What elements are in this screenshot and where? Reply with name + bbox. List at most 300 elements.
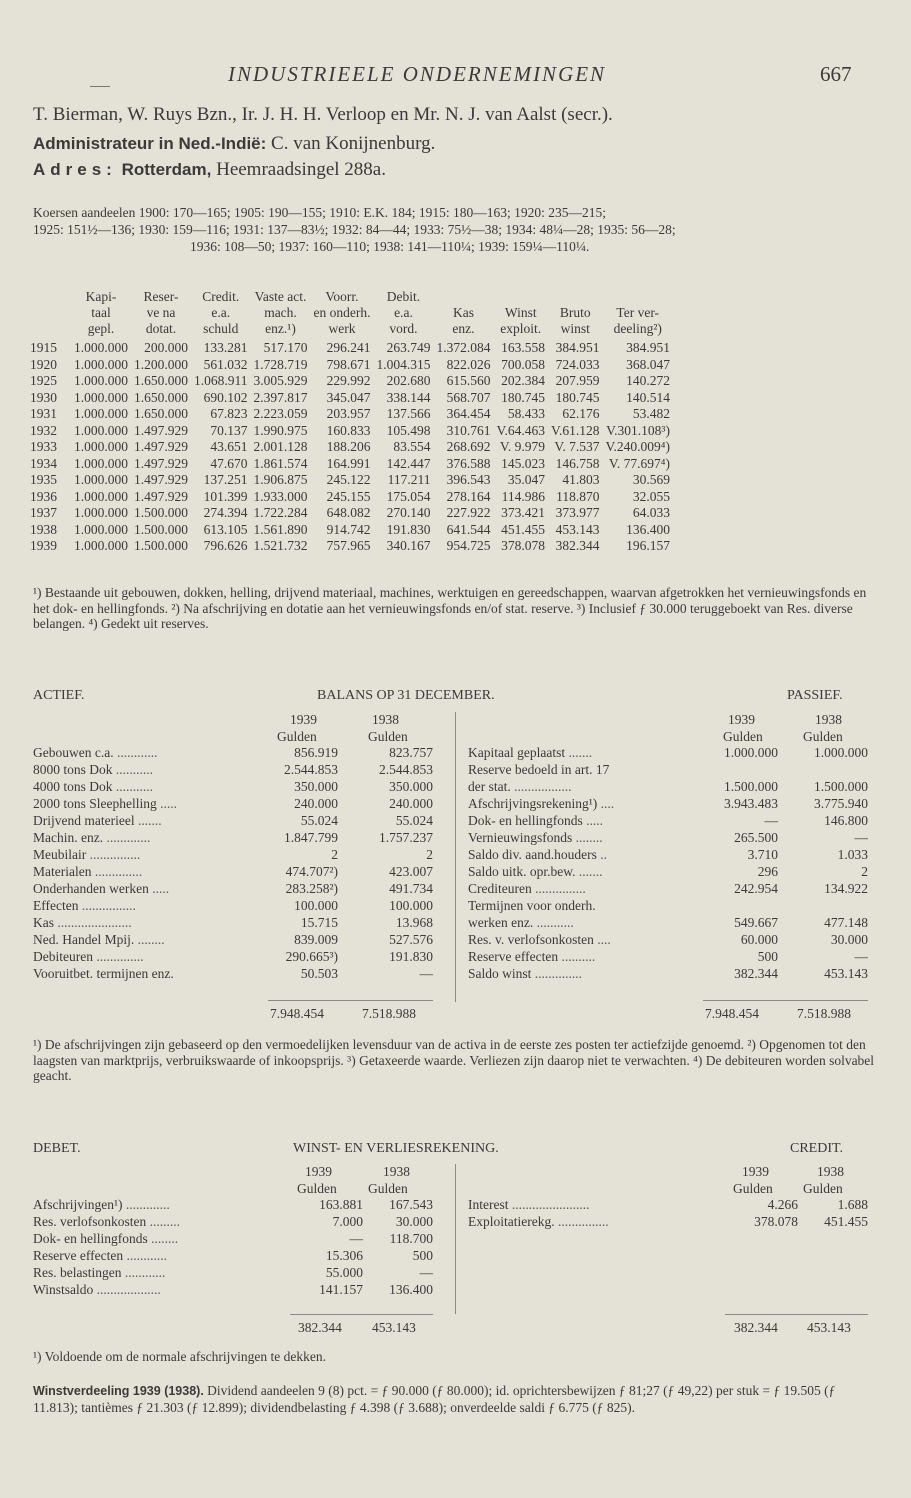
passief-label-text: werken enz.: [468, 915, 534, 930]
value-cell: 700.058: [501, 356, 545, 372]
year-cell: 1932: [30, 422, 57, 438]
year-cell: 1937: [30, 505, 57, 520]
actief-label: [33, 931, 251, 948]
value-cell: 954.725: [446, 538, 491, 553]
passief-value-1939: 1.000.000: [724, 745, 778, 760]
table-row: [30, 390, 673, 407]
passief-value-1939: 3.710: [747, 847, 778, 862]
value-cell: 373.421: [501, 505, 545, 520]
actief-label-text: Drijvend materieel: [33, 813, 135, 828]
value-cell: 453.143: [555, 521, 600, 537]
passief-leader-dots: ........: [572, 830, 603, 845]
year-cell: 1935: [30, 472, 57, 487]
value-cell: 64.033: [632, 505, 670, 520]
column-header: enz.: [452, 321, 475, 336]
value-cell: 245.155: [326, 488, 371, 504]
value-cell: V.301.108³): [606, 422, 670, 438]
debet-label: [33, 1247, 303, 1264]
passief-leader-dots: .......: [575, 864, 603, 879]
value-cell: 117.211: [387, 472, 431, 487]
balance-total-1939-right: 7.948.454: [705, 1006, 759, 1021]
actief-value-1939: 283.258²): [285, 881, 338, 896]
passief-value-1939: [668, 897, 778, 914]
year-cell: 1930: [30, 389, 57, 405]
year-cell: 1920: [30, 356, 57, 372]
debet-label-text: Winstsaldo: [33, 1282, 94, 1297]
actief-value-1939: 240.000: [294, 796, 338, 811]
actief-value-1939: 350.000: [294, 779, 338, 794]
actief-value-1938: 491.734: [389, 881, 433, 896]
balance-passief-table: [468, 744, 868, 982]
passief-value-1939: 242.954: [734, 881, 778, 896]
value-cell: 207.959: [555, 373, 600, 388]
value-cell: 1.933.000: [253, 488, 308, 504]
column-header: gepl.: [87, 321, 115, 336]
column-header: mach.: [264, 305, 297, 320]
debet-row: [33, 1230, 433, 1247]
passief-leader-dots: ...........: [533, 915, 574, 930]
debet-value-1938: 136.400: [389, 1282, 433, 1297]
column-header: dotat.: [145, 321, 177, 336]
actief-value-1938: —: [419, 966, 433, 981]
value-cell: 615.560: [446, 373, 491, 388]
passief-row: [468, 914, 868, 931]
column-header: vord.: [389, 321, 418, 336]
balance-passief-label: PASSIEF.: [787, 688, 843, 703]
actief-label-text: Materialen: [33, 864, 92, 879]
passief-row: [468, 846, 868, 863]
page-number: 667: [820, 62, 852, 86]
value-cell: 140.514: [626, 389, 670, 405]
passief-label: [468, 795, 668, 812]
column-header: [603, 289, 673, 305]
credit-leader-dots: ...............: [554, 1214, 609, 1229]
actief-value-1939: 55.024: [300, 813, 338, 828]
value-cell: 202.680: [386, 373, 431, 388]
column-header: [548, 289, 603, 305]
debet-label-text: Dok- en hellingfonds: [33, 1231, 148, 1246]
column-header: exploit.: [500, 321, 542, 336]
passief-leader-dots: ...............: [531, 881, 586, 896]
pl-debet-table: [33, 1196, 433, 1298]
passief-value-1938: 30.000: [830, 932, 868, 947]
value-cell: 310.761: [446, 422, 491, 438]
column-header: en onderh.: [313, 305, 371, 320]
passief-row: [468, 829, 868, 846]
debet-label-text: Afschrijvingen¹): [33, 1197, 123, 1212]
value-cell: 191.830: [386, 521, 431, 537]
column-header: [30, 305, 71, 321]
debet-row: [33, 1247, 433, 1264]
credit-label: [468, 1213, 738, 1230]
value-cell: 1.004.315: [376, 356, 431, 372]
value-cell: 83.554: [393, 439, 431, 454]
passief-label-text: Crediteuren: [468, 881, 532, 896]
actief-value-1938: 55.024: [395, 813, 433, 828]
year-cell: 1938: [30, 521, 57, 537]
debet-label: [33, 1230, 303, 1247]
value-cell: 1.000.000: [74, 373, 128, 388]
pl-total-1939-right: 382.344: [734, 1320, 778, 1335]
pl-credit-label: CREDIT.: [790, 1141, 844, 1156]
passief-value-1938: [778, 897, 868, 914]
value-cell: 757.965: [326, 538, 371, 553]
passief-value-1939: [668, 761, 778, 778]
actief-row: [33, 914, 433, 931]
value-cell: 53.482: [632, 406, 670, 421]
passief-value-1939: 60.000: [740, 932, 778, 947]
value-cell: 1.650.000: [134, 373, 188, 388]
column-header: Kapi-: [85, 289, 117, 304]
value-cell: 1.500.000: [134, 538, 188, 553]
passief-label-text: Vernieuwingsfonds: [468, 830, 573, 845]
table-row: [30, 340, 673, 357]
passief-label-text: Saldo div. aand.houders: [468, 847, 597, 862]
passief-value-1938: 1.500.000: [814, 779, 868, 794]
value-cell: 561.032: [203, 356, 248, 372]
passief-value-1938: —: [854, 830, 868, 845]
value-cell: 1.861.574: [253, 455, 308, 471]
passief-value-1938: 2: [861, 864, 868, 879]
passief-value-1938: 1.000.000: [814, 745, 868, 760]
actief-leader-dots: ..............: [91, 864, 143, 879]
value-cell: 1.372.084: [436, 340, 491, 355]
value-cell: 340.167: [386, 538, 431, 553]
column-header: taal: [91, 305, 111, 320]
passief-label-text: Reserve bedoeld in art. 17: [468, 762, 610, 777]
actief-value-1939: 1.847.799: [284, 830, 338, 845]
credit-value-1939: 4.266: [767, 1197, 798, 1212]
administrator-label: Administrateur in Ned.-Indië:: [33, 134, 267, 153]
actief-label-text: Ned. Handel Mpij.: [33, 932, 135, 947]
value-cell: 373.977: [555, 505, 600, 520]
actief-label-text: Meubilair: [33, 847, 87, 862]
value-cell: 1.728.719: [253, 356, 308, 372]
year-cell: 1931: [30, 406, 57, 421]
value-cell: 613.105: [203, 521, 248, 537]
passief-value-1939: 382.344: [734, 966, 778, 981]
actief-label: [33, 863, 251, 880]
value-cell: V. 7.537: [554, 439, 600, 454]
credit-leader-dots: .......................: [508, 1197, 590, 1212]
value-cell: 1.497.929: [134, 439, 188, 454]
balance-unit-right-2: Gulden: [803, 729, 843, 744]
passief-value-1938: [778, 761, 868, 778]
profit-distribution-text: Dividend aandeelen 9 (8) pct. = ƒ 90.000 (ƒ 80.000); id. oprichtersbewijzen ƒ 81;27 (ƒ 49,22) per stuk = ƒ 19.505 (ƒ 11.813); tantièmes ƒ 21.303 (ƒ 12.899); dividendbelasting ƒ 4.398 (ƒ 3.688); onverdeelde saldi ƒ 6.775 (ƒ 825).: [33, 1383, 836, 1415]
actief-label: [33, 812, 251, 829]
value-cell: V. 77.697⁴): [608, 455, 670, 471]
actief-leader-dots: .............: [103, 830, 151, 845]
pl-year-1939-right: 1939: [742, 1164, 769, 1179]
value-cell: 1.650.000: [134, 389, 188, 405]
value-cell: 345.047: [326, 389, 371, 405]
debet-value-1939: 7.000: [332, 1214, 363, 1229]
actief-row: [33, 846, 433, 863]
balance-footnote: ¹) De afschrijvingen zijn gebaseerd op den vermoedelijken levensduur van de activa in de eerste zes posten ter actiefzijde genoemd. ²) Opgenomen tot den laagsten van marktprijs, verbruikswaarde of inkoopsprijs. ³) Getaxeerde waarde. Verliezen zijn daarop niet te verwachten. ⁴) De debiteuren worden solvabel geacht.: [33, 1037, 875, 1083]
actief-leader-dots: .....: [148, 881, 170, 896]
pl-title: WINST- EN VERLIESREKENING.: [293, 1141, 499, 1156]
balance-divider: [455, 712, 456, 1002]
value-cell: 47.670: [210, 455, 248, 471]
debet-value-1938: 118.700: [389, 1231, 433, 1246]
pl-footnote: ¹) Voldoende om de normale afschrijvingen te dekken.: [33, 1349, 326, 1364]
value-cell: 296.241: [326, 340, 371, 355]
passief-row: [468, 863, 868, 880]
actief-value-1938: 100.000: [389, 898, 433, 913]
value-cell: V.240.009⁴): [605, 439, 670, 454]
balance-total-1938-left: 7.518.988: [362, 1006, 416, 1021]
value-cell: 133.281: [203, 340, 248, 355]
passief-leader-dots: ....: [593, 932, 611, 947]
debet-value-1938: —: [419, 1265, 433, 1280]
actief-label-text: Debiteuren: [33, 949, 93, 964]
value-cell: 1.000.000: [74, 488, 128, 504]
value-cell: 70.137: [210, 422, 248, 438]
year-cell: 1939: [30, 538, 57, 553]
debet-value-1938: 30.000: [395, 1214, 433, 1229]
value-cell: 43.651: [210, 439, 248, 454]
passief-leader-dots: .......: [565, 745, 593, 760]
passief-leader-dots: ..: [596, 847, 607, 862]
debet-label-text: Res. belastingen: [33, 1265, 122, 1280]
passief-label: [468, 829, 668, 846]
value-cell: 1.000.000: [74, 389, 128, 405]
actief-label: [33, 914, 251, 931]
value-cell: 105.498: [386, 422, 431, 438]
value-cell: 1.000.000: [74, 505, 128, 520]
balance-year-1939-left: 1939: [290, 712, 317, 727]
debet-value-1938: 500: [412, 1248, 433, 1263]
table-row: [30, 505, 673, 522]
value-cell: 142.447: [386, 455, 431, 471]
debet-row: [33, 1264, 433, 1281]
actief-label: [33, 829, 251, 846]
value-cell: 1.650.000: [134, 406, 188, 421]
balance-year-1938-right: 1938: [815, 712, 842, 727]
passief-label: [468, 880, 668, 897]
value-cell: 451.455: [501, 521, 545, 537]
value-cell: 384.951: [555, 340, 600, 355]
actief-value-1938: 350.000: [389, 779, 433, 794]
actief-value-1938: 240.000: [389, 796, 433, 811]
value-cell: 641.544: [446, 521, 491, 537]
actief-row: [33, 761, 433, 778]
value-cell: 146.758: [555, 455, 600, 471]
value-cell: 35.047: [507, 472, 545, 487]
table-row: [30, 373, 673, 390]
actief-leader-dots: ..............: [92, 949, 144, 964]
address-label: Adres:: [33, 160, 117, 179]
credit-value-1938: 451.455: [824, 1214, 868, 1229]
value-cell: 160.833: [326, 422, 371, 438]
value-cell: 58.433: [507, 406, 545, 421]
value-cell: 1.000.000: [74, 472, 128, 487]
actief-leader-dots: ............: [113, 745, 158, 760]
table-header-row: [30, 305, 673, 321]
value-cell: 268.692: [446, 439, 491, 454]
actief-label-text: 2000 tons Sleephelling: [33, 796, 157, 811]
column-header: Reser-: [143, 289, 179, 304]
value-cell: 278.164: [446, 488, 491, 504]
value-cell: 136.400: [626, 521, 670, 537]
board-members-line: T. Bierman, W. Ruys Bzn., Ir. J. H. H. Verloop en Mr. N. J. van Aalst (secr.).: [33, 104, 613, 125]
actief-value-1938: 423.007: [389, 864, 433, 879]
value-cell: 180.745: [555, 389, 600, 405]
actief-leader-dots: ................: [78, 898, 136, 913]
column-header: [493, 289, 548, 305]
passief-label: [468, 897, 668, 914]
pl-unit-left-1: Gulden: [297, 1181, 337, 1196]
actief-label-text: 8000 tons Dok: [33, 762, 113, 777]
value-cell: 274.394: [203, 505, 248, 520]
passief-label: [468, 744, 668, 761]
actief-label: [33, 778, 251, 795]
actief-row: [33, 880, 433, 897]
balance-title: BALANS OP 31 DECEMBER.: [317, 688, 495, 703]
debet-value-1939: 141.157: [319, 1282, 363, 1297]
column-header: Debit.: [386, 289, 421, 304]
passief-row: [468, 880, 868, 897]
actief-row: [33, 795, 433, 812]
value-cell: 378.078: [501, 538, 545, 553]
actief-label-text: 4000 tons Dok: [33, 779, 113, 794]
passief-label-text: Dok- en hellingfonds: [468, 813, 583, 828]
passief-leader-dots: .....: [582, 813, 603, 828]
actief-leader-dots: ......................: [54, 915, 132, 930]
passief-row: [468, 931, 868, 948]
balance-total-1939-left: 7.948.454: [270, 1006, 324, 1021]
debet-label-text: Res. verlofsonkosten: [33, 1214, 147, 1229]
value-cell: 796.626: [203, 538, 248, 553]
balance-unit-left-2: Gulden: [368, 729, 408, 744]
address-value: Heemraadsingel 288a.: [216, 159, 386, 180]
value-cell: 690.102: [203, 389, 248, 405]
value-cell: 1.000.000: [74, 340, 128, 355]
table-row: [30, 439, 673, 456]
value-cell: 368.047: [626, 356, 670, 372]
year-cell: 1915: [30, 340, 57, 355]
column-header: winst: [560, 321, 590, 336]
pl-unit-left-2: Gulden: [368, 1181, 408, 1196]
column-header: schuld: [203, 321, 239, 336]
column-header: Bruto: [559, 305, 591, 320]
actief-value-1938: 13.968: [395, 915, 433, 930]
debet-label: [33, 1213, 303, 1230]
actief-leader-dots: .....: [156, 796, 177, 811]
administrator-line: [33, 133, 435, 155]
value-cell: V.61.128: [551, 422, 600, 438]
pl-year-1938-left: 1938: [383, 1164, 410, 1179]
passief-value-1939: 3.943.483: [724, 796, 778, 811]
passief-leader-dots: .................: [510, 779, 572, 794]
value-cell: 180.745: [501, 389, 545, 405]
column-header: Credit.: [202, 289, 240, 304]
value-cell: V. 9.979: [499, 439, 545, 454]
pl-unit-right-1: Gulden: [733, 1181, 773, 1196]
debet-label: [33, 1281, 303, 1298]
debet-label: [33, 1196, 303, 1213]
value-cell: 30.569: [632, 472, 670, 487]
actief-row: [33, 829, 433, 846]
financial-history-table: [30, 289, 673, 555]
pl-unit-right-2: Gulden: [803, 1181, 843, 1196]
debet-leader-dots: ............: [123, 1248, 167, 1263]
actief-value-1939: 290.665³): [285, 949, 338, 964]
value-cell: 137.566: [386, 406, 431, 421]
table-row: [30, 456, 673, 473]
pl-year-1939-left: 1939: [305, 1164, 332, 1179]
value-cell: 1.561.890: [253, 521, 308, 537]
passief-row: [468, 744, 868, 761]
debet-row: [33, 1281, 433, 1298]
passief-row: [468, 897, 868, 914]
value-cell: 175.054: [386, 488, 431, 504]
actief-label: [33, 880, 251, 897]
value-cell: 1.990.975: [253, 422, 308, 438]
pl-year-1938-right: 1938: [817, 1164, 844, 1179]
value-cell: 145.023: [501, 455, 545, 471]
column-header: deeling²): [613, 321, 662, 336]
actief-value-1939: 839.009: [294, 932, 338, 947]
credit-value-1939: 378.078: [754, 1214, 798, 1229]
year-cell: 1925: [30, 373, 57, 388]
address-city: Rotterdam,: [121, 160, 212, 179]
actief-value-1939: 474.707²): [285, 864, 338, 879]
value-cell: 1.497.929: [134, 472, 188, 487]
passief-row: [468, 795, 868, 812]
value-cell: 188.206: [326, 439, 371, 454]
passief-label: [468, 863, 668, 880]
passief-value-1938: 146.800: [824, 813, 868, 828]
actief-value-1938: 2: [426, 847, 433, 862]
passief-label: [468, 914, 668, 931]
debet-leader-dots: ........: [147, 1231, 179, 1246]
pl-sum-rule-left: [290, 1314, 433, 1315]
passief-label: [468, 812, 668, 829]
debet-label: [33, 1264, 303, 1281]
passief-label: [468, 778, 668, 795]
debet-value-1939: 15.306: [325, 1248, 363, 1263]
actief-row: [33, 778, 433, 795]
column-header: [30, 289, 71, 305]
balance-total-1938-right: 7.518.988: [797, 1006, 851, 1021]
year-cell: 1934: [30, 455, 57, 471]
value-cell: 101.399: [203, 488, 248, 504]
value-cell: 3.005.929: [253, 373, 308, 388]
debet-leader-dots: ............: [121, 1265, 166, 1280]
pl-total-1938-right: 453.143: [807, 1320, 851, 1335]
passief-row: [468, 761, 868, 778]
actief-label-text: Effecten: [33, 898, 79, 913]
value-cell: 1.000.000: [74, 538, 128, 553]
debet-leader-dots: .............: [122, 1197, 170, 1212]
passief-label: [468, 931, 668, 948]
actief-label: [33, 846, 251, 863]
value-cell: 382.344: [555, 538, 600, 553]
value-cell: 1.000.000: [74, 356, 128, 372]
value-cell: 196.157: [626, 538, 670, 553]
passief-label-text: Termijnen voor onderh.: [468, 898, 596, 913]
value-cell: 384.951: [626, 340, 670, 355]
passief-value-1939: —: [764, 813, 778, 828]
debet-value-1939: 55.000: [325, 1265, 363, 1280]
value-cell: 229.992: [326, 373, 371, 388]
balance-actief-table: [33, 744, 433, 982]
credit-row: [468, 1196, 868, 1213]
debet-row: [33, 1196, 433, 1213]
column-header: e.a.: [394, 305, 413, 320]
actief-value-1938: 2.544.853: [379, 762, 433, 777]
